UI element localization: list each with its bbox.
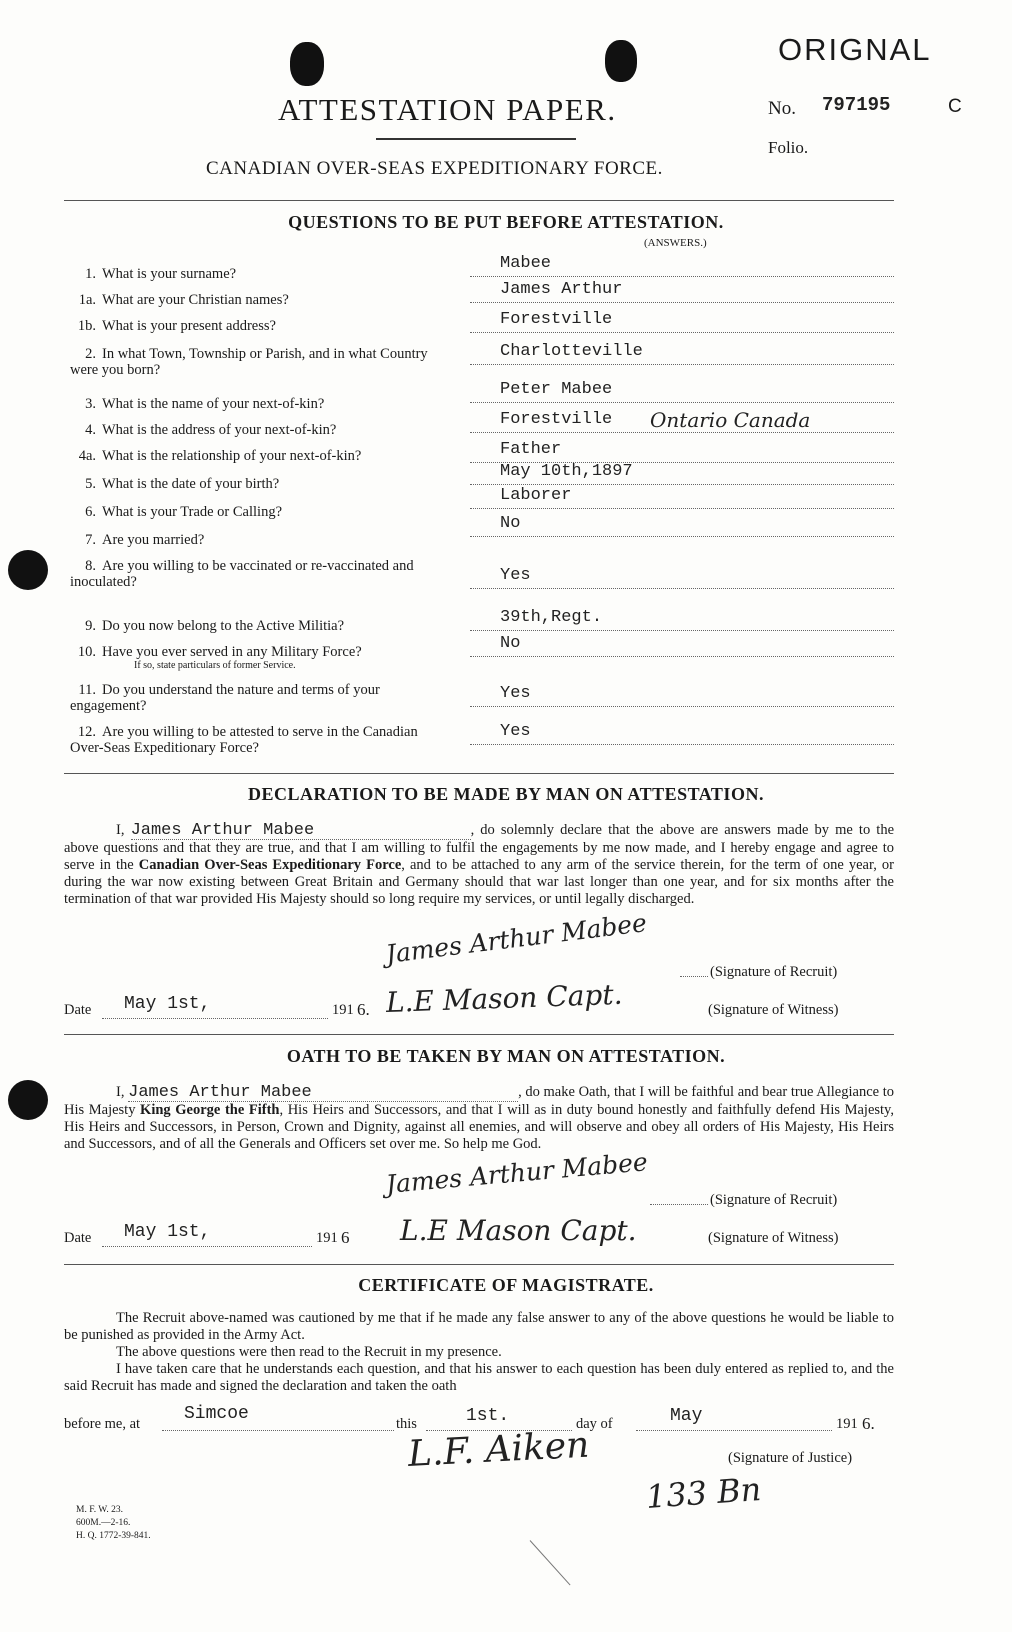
oath-i: I, [116, 1084, 125, 1100]
question-text: What is the relationship of your next-of-kin? [102, 448, 362, 464]
certificate-year-suffix: 6. [862, 1414, 875, 1433]
pencil-mark [530, 1540, 571, 1585]
answer-value: Laborer [500, 486, 572, 505]
question-text: Are you married? [102, 532, 205, 548]
oath-recruit-label: (Signature of Recruit) [710, 1192, 838, 1208]
question-text: In what Town, Township or Parish, and in what Country were you born? [70, 346, 428, 378]
page-title: ATTESTATION PAPER. [278, 92, 617, 127]
certificate-year-prefix: 191 [836, 1416, 858, 1432]
question-text: What is the address of your next-of-kin? [102, 422, 337, 438]
question-row [70, 644, 470, 671]
certificate-day: 1st. [466, 1406, 510, 1426]
certificate-p3: I have taken care that he understands each question, and that his answer to each question has been duly entered as replied to, and the said Recruit has made and signed the declaration and taken the oath [64, 1361, 894, 1394]
certificate-heading: CERTIFICATE OF MAGISTRATE. [358, 1275, 654, 1295]
question-row [70, 448, 470, 464]
oath-name: James Arthur Mabee [128, 1084, 518, 1102]
question-row [70, 504, 470, 520]
question-number: 5. [85, 476, 96, 492]
answer-value: Yes [500, 566, 531, 585]
answer-handwritten: Ontario Canada [650, 408, 811, 432]
answer-value: Yes [500, 684, 531, 703]
justice-label: (Signature of Justice) [728, 1450, 853, 1466]
declaration-name: James Arthur Mabee [131, 822, 471, 840]
number-label: No. [768, 98, 796, 119]
question-row [70, 266, 470, 282]
question-text: Do you now belong to the Active Militia? [102, 618, 345, 634]
question-row [70, 476, 470, 492]
answer-value: Charlotteville [500, 342, 643, 361]
oath-recruit-signature: James Arthur Mabee [384, 1147, 649, 1199]
answer-value: Forestville [500, 310, 613, 329]
certificate-month: May [670, 1406, 703, 1426]
question-text: Have you ever served in any Military Force? [102, 644, 362, 660]
oath-date: May 1st, [124, 1222, 211, 1242]
declaration-date-label: Date [64, 1002, 92, 1018]
declaration-body-2: , and to be attached to any arm of the service therein, for the term of one year, or during the war now existing between Great Britain and Germany should that war last longer than one year, and for six months after the termination of that war provided His Majesty should so long require my services, or until legally discharged. [64, 857, 894, 907]
oath-date-label: Date [64, 1230, 92, 1246]
question-number: 1. [85, 266, 96, 282]
question-text: What is the name of your next-of-kin? [102, 396, 325, 412]
form-code [76, 1504, 151, 1543]
justice-signature: L.F. Aiken [406, 1424, 591, 1475]
oath-body-bold: King George the Fifth [140, 1102, 280, 1118]
oath-body-1: , do make Oath, that I will be faithful and bear true Allegiance to His Majesty [64, 1084, 895, 1118]
question-text: Are you willing to be attested to serve in the Canadian Over-Seas Expeditionary Force? [70, 724, 418, 756]
declaration-witness-signature: L.E Mason Capt. [385, 977, 623, 1019]
punch-hole [8, 1080, 48, 1120]
punch-hole [8, 550, 48, 590]
question-text: What is your present address? [102, 318, 276, 334]
declaration-heading: DECLARATION TO BE MADE BY MAN ON ATTESTATION. [248, 784, 764, 804]
answer-value: Mabee [500, 254, 552, 273]
question-number: 2. [85, 346, 96, 362]
question-row [70, 396, 470, 412]
folio-label: Folio. [768, 138, 809, 157]
number-value: 797195 [822, 94, 891, 116]
question-row [70, 346, 448, 378]
oath-body-2: , His Heirs and Successors, and that I will as in duty bound honestly and faithfully defend His Majesty, His Heirs and Successors, in Person, Crown and Dignity, against all enemies, and will observe and obey all orders of His Majesty, His Heirs and Successors, and of all the Generals and Officers set over me. So help me God. [64, 1102, 894, 1152]
question-row [70, 532, 470, 548]
oath-year-suffix: 6 [341, 1228, 350, 1247]
question-number: 11. [78, 682, 96, 698]
question-text: What is the date of your birth? [102, 476, 280, 492]
declaration-recruit-label: (Signature of Recruit) [710, 964, 838, 980]
answer-value: James Arthur [500, 280, 623, 299]
declaration-recruit-signature: James Arthur Mabee [384, 908, 649, 969]
answer-value: 39th,Regt. [500, 608, 603, 627]
declaration-i: I, [116, 822, 125, 838]
question-number: 1b. [77, 318, 96, 334]
form-code-line: H. Q. 1772-39-841. [76, 1531, 151, 1541]
divider [64, 200, 894, 201]
declaration-year-suffix: 6. [357, 1000, 370, 1019]
declaration-witness-label: (Signature of Witness) [708, 1002, 839, 1018]
question-note: If so, state particulars of former Service. [134, 660, 296, 671]
certificate-place: Simcoe [184, 1404, 249, 1424]
question-row [70, 558, 448, 590]
unit-note: 133 Bn [644, 1469, 763, 1516]
answer-value: No [500, 634, 521, 653]
answer-value: Forestville [500, 410, 613, 429]
question-number: 1a. [78, 292, 96, 308]
question-text: Do you understand the nature and terms of your engagement? [70, 682, 380, 714]
form-code-line: M. F. W. 23. [76, 1505, 124, 1515]
original-stamp: ORIGNAL [778, 32, 932, 67]
question-row [70, 422, 470, 438]
punch-hole [605, 40, 637, 82]
oath-witness-label: (Signature of Witness) [708, 1230, 839, 1246]
certificate-p1: The Recruit above-named was cautioned by me that if he made any false answer to any of the above questions he would be liable to be punished as provided in the Army Act. [64, 1310, 894, 1343]
answer-value: No [500, 514, 521, 533]
oath-text [64, 1084, 894, 1153]
punch-hole [290, 42, 324, 86]
question-row [70, 724, 448, 756]
declaration-body-bold: Canadian Over-Seas Expeditionary Force [138, 857, 402, 873]
question-text: What is your surname? [102, 266, 237, 282]
question-text: What are your Christian names? [102, 292, 289, 308]
question-number: 4a. [78, 448, 96, 464]
question-row [70, 618, 470, 634]
question-row [70, 682, 448, 714]
certificate-before-label: before me, at [64, 1416, 141, 1432]
answers-label: (ANSWERS.) [644, 237, 707, 249]
question-number: 12. [77, 724, 96, 740]
declaration-date: May 1st, [124, 994, 211, 1014]
oath-witness-signature: L.E Mason Capt. [400, 1214, 637, 1247]
oath-heading: OATH TO BE TAKEN BY MAN ON ATTESTATION. [286, 1046, 726, 1066]
question-row [70, 292, 470, 308]
question-number: 8. [85, 558, 96, 574]
certificate-day-of-label: day of [576, 1416, 613, 1432]
form-code-line: 600M.—2-16. [76, 1518, 131, 1528]
question-text: What is your Trade or Calling? [102, 504, 283, 520]
divider [64, 1034, 894, 1035]
answer-value: Yes [500, 722, 531, 741]
question-number: 3. [85, 396, 96, 412]
oath-year-prefix: 191 [316, 1230, 338, 1246]
question-row [70, 318, 470, 334]
questions-heading: QUESTIONS TO BE PUT BEFORE ATTESTATION. [288, 212, 724, 232]
certificate-this-label: this [396, 1416, 417, 1432]
declaration-text [64, 822, 894, 908]
question-number: 6. [85, 504, 96, 520]
certificate-text [64, 1310, 894, 1395]
declaration-year-prefix: 191 [332, 1002, 354, 1018]
declaration-body-1: , do solemnly declare that the above are answers made by me to the above questions and that they are true, and that I am willing to fulfil the engagements by me now made, and I hereby engage and agree to serve in the [64, 822, 895, 873]
subtitle: CANADIAN OVER-SEAS EXPEDITIONARY FORCE. [206, 158, 663, 179]
header-underline [376, 138, 576, 140]
question-number: 7. [85, 532, 96, 548]
answer-value: Peter Mabee [500, 380, 613, 399]
question-number: 9. [85, 618, 96, 634]
divider [64, 773, 894, 774]
question-text: Are you willing to be vaccinated or re-vaccinated and inoculated? [70, 558, 414, 590]
divider [64, 1264, 894, 1265]
question-number: 4. [85, 422, 96, 438]
corner-mark: C [948, 96, 962, 117]
certificate-p2: The above questions were then read to the Recruit in my presence. [116, 1344, 502, 1360]
answer-value: Father [500, 440, 562, 459]
answer-value: May 10th,1897 [500, 462, 633, 481]
question-number: 10. [77, 644, 96, 660]
